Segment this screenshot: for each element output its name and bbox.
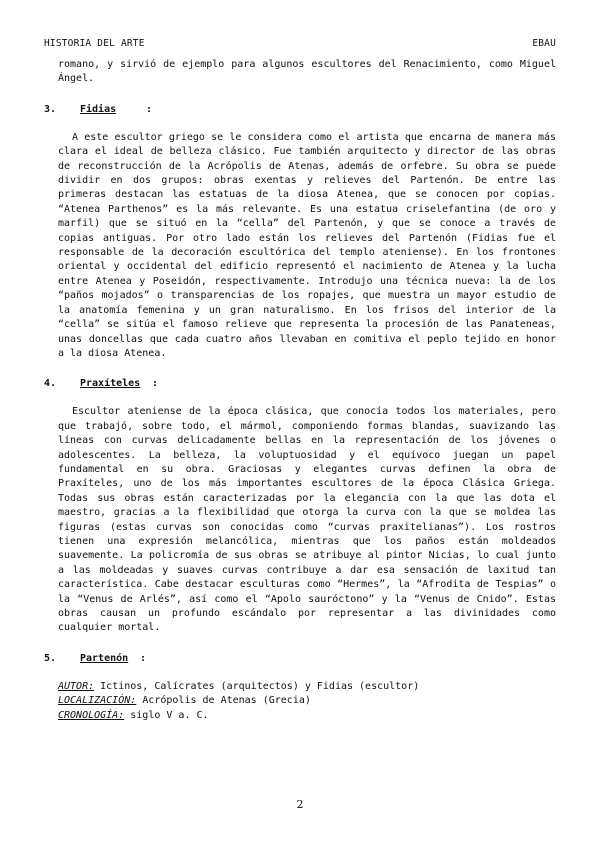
detail-value: Ictinos, Calícrates (arquitectos) y Fidias (escultor) — [100, 680, 420, 692]
section-number: 3. — [44, 103, 57, 115]
section-heading-praxiteles: 4. Praxíteles : — [44, 377, 556, 391]
detail-label: LOCALIZACIÓN: — [58, 695, 137, 707]
detail-chronology — [58, 709, 556, 723]
intro-paragraph: romano, y sirvió de ejemplo para algunos escultores del Renacimiento, como Miguel Ángel. — [58, 59, 556, 85]
section-heading-fidias: 3. Fidias : — [44, 103, 556, 117]
page-header — [44, 38, 556, 52]
detail-label: AUTOR: — [58, 680, 95, 692]
section-number: 4. — [44, 378, 57, 390]
detail-value: siglo V a. C. — [130, 709, 209, 721]
header-subject: HISTORIA DEL ARTE — [44, 38, 145, 49]
page-content — [44, 58, 556, 723]
detail-author — [58, 680, 556, 694]
section-body-praxiteles: Escultor ateniense de la época clásica, que conocía todos los materiales, pero que trabajó, sobre todo, el mármol, componiendo formas blandas, suavizando las líneas con curvas delicadamente bellas en la representación de los jóvenes o adolescentes. La belleza, la voluptuosidad y el equívoco juegan un papel fundamental en su obra. Graciosas y elegantes curvas definen la obra de Praxíteles, uno de los más importantes escultores de la época Clásica Griega. Todas sus obras están caracterizadas por la elegancia con la que las dota el maestro, gracias a la flexibilidad que otorga la curva con la que se moldea las figuras (estas curvas son conocidas como “curvas praxitelianas”). Los rostros tienen una expresión melancólica, mientras que los paños están moldeados suavemente. La policromía de sus obras se atribuye al pintor Nicias, lo cual junto a las moldeadas y suaves curvas contribuye a dar esa sensación de laxitud tan característica. Cabe destacar esculturas como “Hermes”, la “Afrodita de Tespias” o la “Venus de Arlés”, así como el “Apolo sauróctono” y la “Venus de Cnido”. Estas obras causan un profundo escándalo por representar a las divinidades como cualquier mortal. — [58, 406, 556, 634]
section-title: Partenón — [80, 652, 129, 664]
section-body-fidias: A este escultor griego se le considera como el artista que encarna de manera más clara el ideal de belleza clásico. Fue también arquitecto y director de las obras de reconstrucción de la Acrópolis de Atenas, además de orfebre. Su obra se puede dividir en dos grupos: obras exentas y relieves del Partenón. De entre las primeras destacan las estatuas de la diosa Atenea, que se conocen por copias. “Atenea Parthenos” es la más relevante. Es una estatua criselefantina (de oro y marfil) que se situó en la “cella” del Partenón, y que se conoce a través de copias antiguas. Por otro lado están los relieves del Partenón (Fidias fue el responsable de la decoración escultórica del templo ateniense). En los frontones oriental y occidental del edificio representó el nacimiento de Atenea y la lucha entre Atenea y Poseidón, respectivamente. Introdujo una técnica nueva: la de los “paños mojados” o transparencias de los ropajes, que muestra un mayor estudio de la anatomía femenina y un gran naturalismo. En los frisos del interior de la “cella” se sitúa el famoso relieve que representa la procesión de las Panateneas, unas doncellas que cada cuatro años llevaban en comitiva el peplo tejido en honor a la diosa Atenea. — [58, 131, 556, 359]
partenon-details — [58, 680, 556, 723]
detail-label: CRONOLOGÍA: — [58, 709, 125, 721]
detail-value: Acrópolis de Atenas (Grecia) — [142, 695, 311, 707]
section-heading-partenon: 5. Partenón : — [44, 652, 556, 666]
page-number: 2 — [296, 798, 304, 811]
section-title: Fidias — [80, 103, 117, 115]
section-number: 5. — [44, 652, 57, 664]
detail-location — [58, 694, 556, 708]
header-exam: EBAU — [532, 38, 556, 49]
section-title: Praxíteles — [80, 378, 141, 390]
